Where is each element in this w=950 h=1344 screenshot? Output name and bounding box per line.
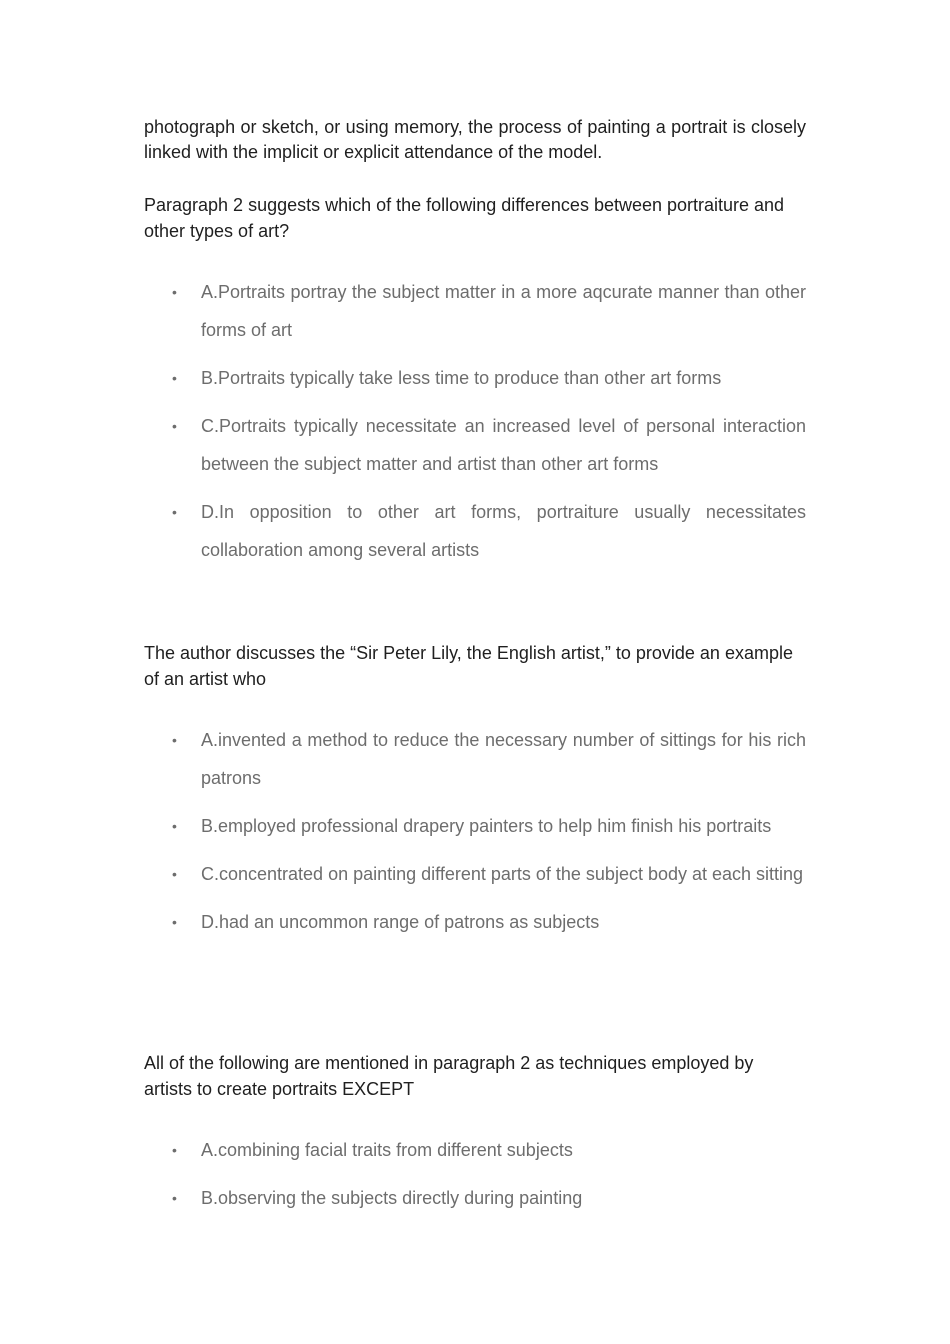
bullet-icon: • — [172, 418, 177, 434]
bullet-icon: • — [172, 504, 177, 520]
bullet-icon: • — [172, 284, 177, 300]
option-text: C.concentrated on painting different parts of the subject body at each sitting — [201, 864, 804, 884]
question-2-option-a[interactable] — [144, 721, 806, 797]
question-1-option-b[interactable] — [144, 359, 806, 397]
option-text: C.Portraits typically necessitate an increased level of personal interaction between the subject matter and artist than other art forms — [201, 416, 806, 474]
question-1-options — [144, 273, 806, 579]
question-3-prompt: All of the following are mentioned in paragraph 2 as techniques employed by artists to create portraits EXCEPT — [144, 1053, 754, 1099]
intro-paragraph: photograph or sketch, or using memory, the process of painting a portrait is closely linked with the implicit or explicit attendance of the model. — [144, 117, 806, 162]
option-text: B.observing the subjects directly during painting — [201, 1188, 583, 1208]
question-1-option-d[interactable] — [144, 493, 806, 569]
bullet-icon: • — [172, 1190, 177, 1206]
question-1-prompt: Paragraph 2 suggests which of the following differences between portraiture and other types of art? — [144, 195, 785, 241]
question-2-options — [144, 721, 806, 951]
option-text: B.Portraits typically take less time to produce than other art forms — [201, 368, 722, 388]
option-text: A.Portraits portray the subject matter in a more aqcurate manner than other forms of art — [201, 282, 806, 340]
question-1-option-a[interactable] — [144, 273, 806, 349]
option-text: D.In opposition to other art forms, portraiture usually necessitates collaboration among several artists — [201, 502, 806, 560]
bullet-icon: • — [172, 818, 177, 834]
option-text: A.combining facial traits from different subjects — [201, 1140, 573, 1160]
question-3-option-a[interactable] — [144, 1131, 806, 1169]
question-2-option-b[interactable] — [144, 807, 806, 845]
bullet-icon: • — [172, 914, 177, 930]
option-text: A.invented a method to reduce the necessary number of sittings for his rich patrons — [201, 730, 806, 788]
question-2-prompt: The author discusses the “Sir Peter Lily, the English artist,” to provide an example of an artist who — [144, 643, 793, 689]
question-2-option-c[interactable] — [144, 855, 806, 893]
bullet-icon: • — [172, 866, 177, 882]
bullet-icon: • — [172, 370, 177, 386]
bullet-icon: • — [172, 1142, 177, 1158]
bullet-icon: • — [172, 732, 177, 748]
question-3-option-b[interactable] — [144, 1179, 806, 1217]
question-3-options — [144, 1131, 806, 1227]
question-1-option-c[interactable] — [144, 407, 806, 483]
option-text: D.had an uncommon range of patrons as subjects — [201, 912, 600, 932]
option-text: B.employed professional drapery painters to help him finish his portraits — [201, 816, 772, 836]
question-2-option-d[interactable] — [144, 903, 806, 941]
